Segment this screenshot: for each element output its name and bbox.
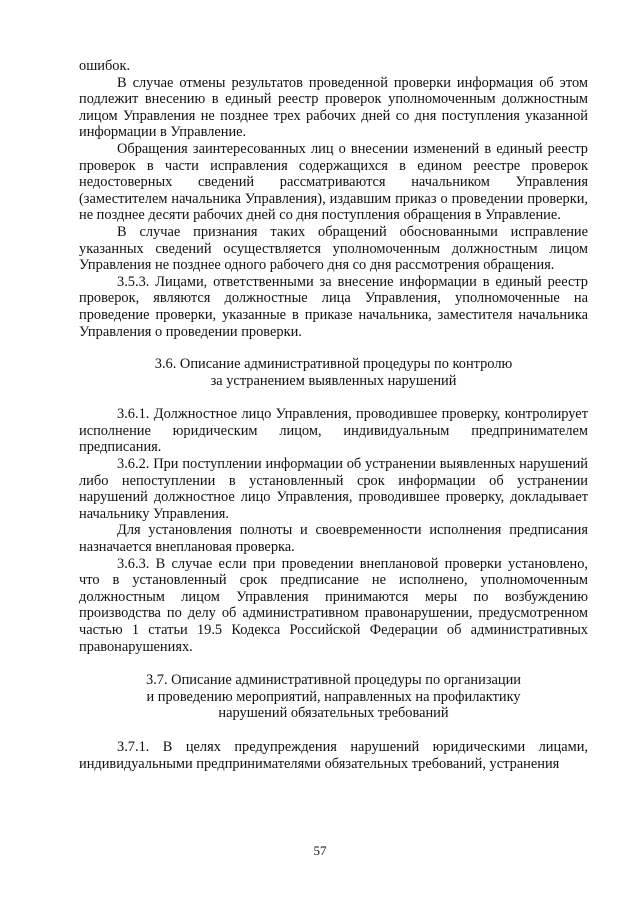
section-heading-3-6-line2: за устранением выявленных нарушений [210,372,457,389]
page-number: 57 [313,843,327,858]
section-heading-3-6 [79,356,588,389]
paragraph-requests: Обращения заинтересованных лиц о внесении изменений в единый реестр проверок в части исправления содержащихся в едином реестре проверок недостоверных сведений рассматриваются начальником Управления (заместителем начальника Управления), издавшим приказ о проведении проверки, не позднее десяти рабочих дней со дня поступления обращения в Управление. [79,140,588,224]
paragraph-3-7-1: 3.7.1. В целях предупреждения нарушений юридическими лицами, индивидуальными предпринимателями обязательных требований, устранения [79,738,588,772]
paragraph-continuation: ошибок. [79,58,131,74]
section-heading-3-7-line3: нарушений обязательных требований [218,705,449,722]
paragraph-cancel-results: В случае отмены результатов проведенной проверки информация об этом подлежит внесению в единый реестр проверок уполномоченным должностным лицом Управления не позднее трех рабочих дней со дня поступления указанной информации в Управление. [79,74,588,141]
section-heading-3-6-line1: 3.6. Описание административной процедуры по контролю [154,356,513,373]
section-heading-3-7 [79,672,588,722]
paragraph-3-6-1: 3.6.1. Должностное лицо Управления, проводившее проверку, контролирует исполнение юридическим лицом, индивидуальным предпринимателем предписания. [79,406,588,456]
paragraph-unscheduled-check: Для установления полноты и своевременности исполнения предписания назначается внеплановая проверка. [79,522,588,556]
paragraph-3-6-2: 3.6.2. При поступлении информации об устранении выявленных нарушений либо непоступлении в установленный срок информации об устранении нарушений должностное лицо Управления, проводившее проверку, докладывает начальнику Управления. [79,456,588,522]
section-heading-3-7-line1: 3.7. Описание административной процедуры по организации [146,672,521,689]
document-page [79,58,588,772]
section-heading-3-7-line2: и проведению мероприятий, направленных на профилактику [146,688,521,705]
paragraph-correction: В случае признания таких обращений обоснованными исправление указанных сведений осуществляется уполномоченным должностным лицом Управления не позднее одного рабочего дня со дня рассмотрения обращения. [79,223,588,274]
paragraph-3-6-3: 3.6.3. В случае если при проведении внеплановой проверки установлено, что в установленный срок предписание не исполнено, уполномоченным должностным лицом Управления принимаются меры по возбуждению производства по делу об административном правонарушении, предусмотренном частью 1 статьи 19.5 Кодекса Российской Федерации об административных правонарушениях. [79,555,588,655]
paragraph-3-5-3: 3.5.3. Лицами, ответственными за внесение информации в единый реестр проверок, являются должностные лица Управления, уполномоченные на проведение проверки, указанные в приказе начальника, заместителя начальника Управления о проведении проверки. [79,273,588,340]
